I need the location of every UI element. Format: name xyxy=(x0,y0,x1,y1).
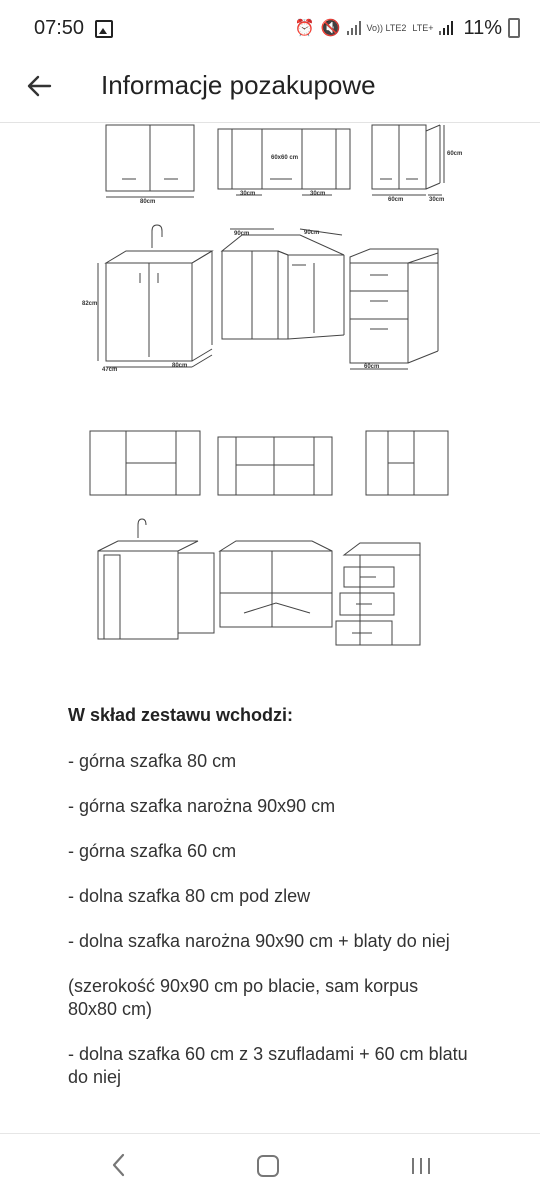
list-item: - górna szafka 60 cm xyxy=(68,841,237,861)
gallery-notification-icon xyxy=(95,20,113,38)
product-description xyxy=(68,705,468,1111)
page-title: Informacje pozakupowe xyxy=(101,70,376,100)
content-area[interactable] xyxy=(0,123,540,1133)
signal-icon-2 xyxy=(439,21,453,35)
system-nav-bar xyxy=(0,1133,540,1201)
battery-percent: 11% xyxy=(463,16,502,39)
label-upper-60-height: 60cm xyxy=(447,151,463,157)
label-corner-left: 90cm xyxy=(234,231,250,237)
battery-icon xyxy=(508,18,520,38)
nav-recent-apps-button[interactable] xyxy=(409,1156,433,1176)
cabinet-technical-drawing xyxy=(80,123,465,693)
alarm-icon: ⏰ xyxy=(294,20,315,37)
kitchen-cabinets-drawing xyxy=(80,123,465,693)
signal-icon xyxy=(347,21,361,35)
nav-back-button[interactable] xyxy=(108,1152,130,1178)
list-item: - dolna szafka 60 cm z 3 szufladami + 60 cm blatu do niej xyxy=(68,1044,468,1087)
description-heading: W skład zestawu wchodzi: xyxy=(68,705,294,725)
list-item: - górna szafka narożna 90x90 cm xyxy=(68,796,336,816)
label-drawer-width: 60cm xyxy=(364,364,380,370)
label-upper-corner-right: 30cm xyxy=(310,191,326,197)
mute-icon: 🔇 xyxy=(320,20,341,37)
label-sink-width: 80cm xyxy=(172,363,188,369)
list-item: (szerokość 90x90 cm po blacie, sam korpus 80x80 cm) xyxy=(68,976,419,1019)
label-upper-60-width: 60cm xyxy=(388,197,404,203)
volte-label: Vo)) LTE2 xyxy=(366,22,407,33)
back-button[interactable] xyxy=(22,68,58,104)
status-bar xyxy=(0,0,540,56)
label-sink-height: 82cm xyxy=(82,301,98,307)
app-bar xyxy=(0,56,540,123)
nav-home-icon[interactable] xyxy=(257,1155,279,1177)
nav-back-icon xyxy=(108,1152,130,1178)
status-time: 07:50 xyxy=(34,17,85,39)
list-item: - dolna szafka 80 cm pod zlew xyxy=(68,886,311,906)
network-label: LTE+ xyxy=(412,22,434,33)
status-icons xyxy=(295,14,520,42)
label-upper-80: 80cm xyxy=(140,199,156,205)
label-upper-corner-left: 30cm xyxy=(240,191,256,197)
label-upper-corner-center: 60x60 cm xyxy=(271,155,299,161)
label-corner-right: 90cm xyxy=(304,230,320,236)
label-upper-60-depth: 30cm xyxy=(429,197,445,203)
list-item: - dolna szafka narożna 90x90 cm + blaty do niej xyxy=(68,931,450,951)
arrow-left-icon xyxy=(22,68,58,104)
list-item: - górna szafka 80 cm xyxy=(68,751,237,771)
label-sink-depth: 47cm xyxy=(102,367,118,373)
nav-recent-apps-icon xyxy=(409,1156,433,1176)
